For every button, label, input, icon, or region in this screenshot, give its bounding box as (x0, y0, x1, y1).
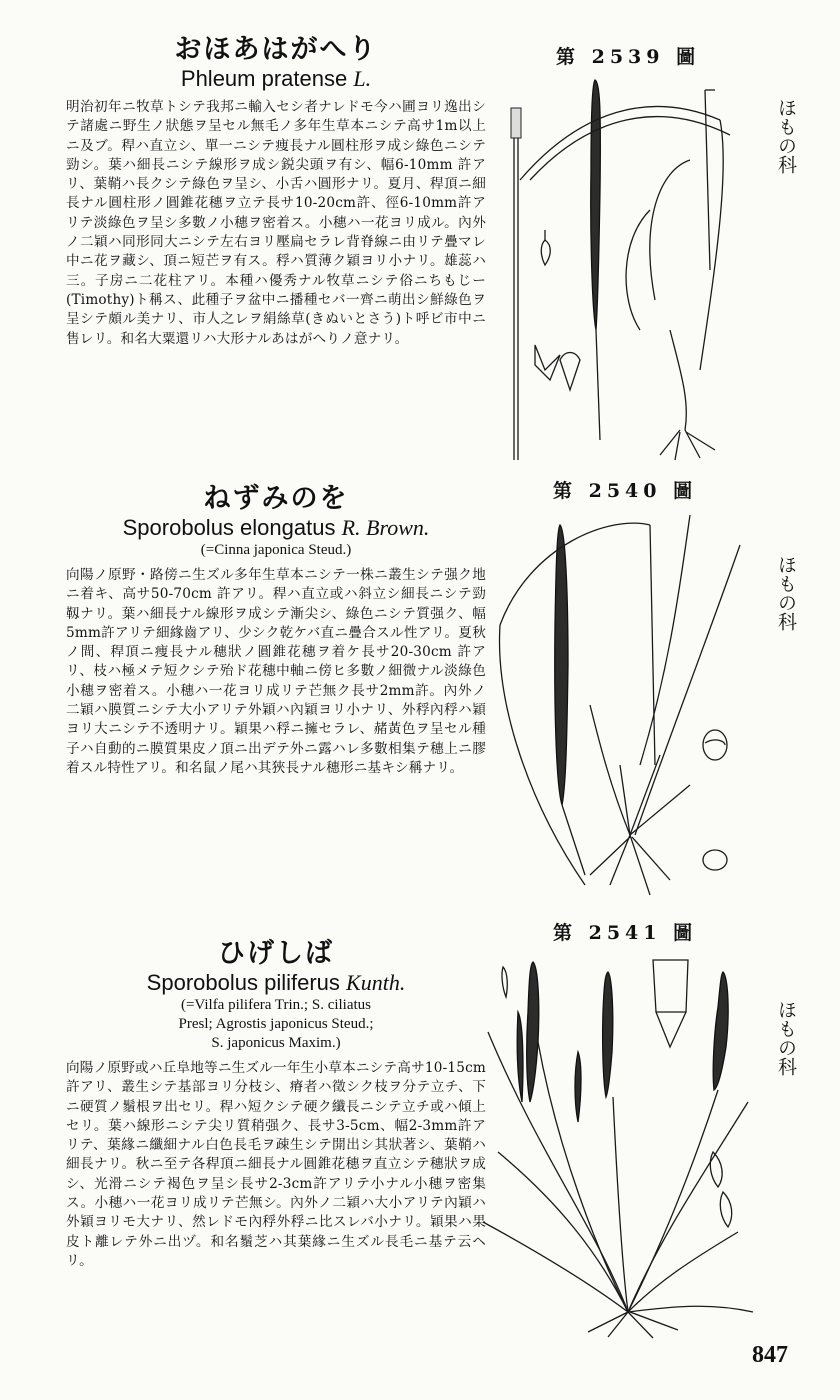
entry-phleum-pratense (66, 34, 486, 349)
synonym-line: Presl; Agrostis japonicus Steud.; (178, 1016, 374, 1032)
figure-number: 第 2540 圖 (553, 480, 698, 502)
family-label-text: ほもの科 (775, 98, 797, 174)
synonym-line: (=Cinna japonica Steud.) (200, 542, 352, 558)
entry-description: 向陽ノ原野・路傍ニ生ズル多年生草本ニシテ一株ニ叢生シテ强ク地ニ着キ、高サ50-70cm 許アリ。稈ハ直立或ハ斜立シ細長ニシテ勁靱ナリ。葉ハ細長ナル線形ヲ成シテ漸尖シ、綠色ニシテ質强ク、幅5mm許アリテ細緣齒アリ、少シク乾ケバ直ニ疊合スル性アリ。夏秋ノ間、稈頂ニ痩長ナル穗狀ノ圓錐花穗ヲ着ケ長サ20-30cm 許アリ、枝ハ極メテ短クシテ殆ド花穗中軸ニ傍ヒ多數ノ細微ナル淡綠色小穗ヲ密着ス。小穗ハ一花ヨリ成リテ芒無ク長サ2mm許。內外ノ二穎ハ膜質ニシテ大小アリテ外穎ハ內穎ヨリ小ナリ、外稃內稃ハ穎ヨリ大ニシテ不透明ナリ。穎果ハ稃ニ擁セラレ、赭黃色ヲ呈セル種子ハ自動的ニ膜質果皮ノ頂ニ出デテ外ニ露ハレ多數相集テ穗上ニ膠着スル特性アリ。和名鼠ノ尾ハ其狹長ナル穗形ニ基キシ稱ナリ。 (66, 567, 486, 776)
family-label-text: ほもの科 (775, 1000, 797, 1076)
scientific-name-author: L. (353, 66, 372, 91)
entry-description: 明治初年ニ牧草トシテ我邦ニ輸入セシ者ナレドモ今ハ圃ヨリ逸出シテ諸處ニ野生ノ狀態ヲ呈セル無毛ノ多年生草本ニシテ高サ1m以上ニ及ブ。稈ハ直立シ、單一ニシテ痩長ナル圓柱形ヲ成シ綠色ニシテ勁シ。葉ハ細長ニシテ線形ヲ成シ鋭尖頭ヲ有シ、幅6-10mm 許アリ、葉鞘ハ長クシテ綠色ヲ呈シ、小舌ハ圓形ナリ。夏月、稈頂ニ細長ナル圓柱形ノ圓錐花穗ヲ立テ長サ10-20cm許、徑6-10mm許アリテ淡綠色ヲ呈シ多數ノ小穗ヲ密着ス。小穗ハ一花ヨリ成ル。內外ノ二穎ハ同形同大ニシテ左右ヨリ壓扁セラレ背脊線ニ由リテ疊マレ中ニ花ヲ藏シ、頂ニ短芒ヲ有ス。稃ハ質薄ク穎ヨリ小ナリ。雄蕊ハ三。子房ニ二花柱アリ。本種ハ優秀ナル牧草ニシテ俗ニちもじー(Timothy)ト稱ス、此種子ヲ盆中ニ播種セバ一齊ニ萌出シ鮮綠色ヲ呈シテ頗ル美ナリ、市人之レヲ絹絲草(きぬいとさう)ト呼ビ市中ニ售レリ。和名大粟還リハ大形ナルあはがへりノ意ナリ。 (66, 99, 486, 347)
family-label-text: ほもの科 (775, 555, 797, 631)
family-label (768, 1000, 798, 1088)
plant-illustration-phleum (500, 70, 750, 465)
synonym-line: (=Vilfa pilifera Trin.; S. ciliatus (180, 997, 372, 1013)
figure-number: 第 2541 圖 (553, 922, 698, 944)
entry-description: 向陽ノ原野或ハ丘阜地等ニ生ズル一年生小草本ニシテ高サ10-15cm許アリ、叢生シテ基部ヨリ分枝シ、瘠者ハ徵シク枝ヲ分テ立チ、下ニ硬質ノ鬚根ヲ出セリ。稈ハ短クシテ硬ク纖長ニシテ立チ或ハ傾上セリ。葉ハ線形ニシテ尖リ質稍强ク、長サ3-5cm、幅2-3mm許アリテ、葉緣ニ纖細ナル白色長毛ヲ疎生シテ開出シ其狀著シ、葉鞘ハ細長ナリ。秋ニ至テ各稈頂ニ細長ナル圓錐花穗ヲ直立シテ穗狀ヲ成シ、光滑ニシテ褐色ヲ呈シ長サ2-3cm許アリテ小ナル小穗ヲ密集ス。小穗ハ一花ヨリ成リテ芒無シ。內外ノ二穎ハ大小アリテ內穎ハ外穎ヨリモ大ナリ、然レドモ內稃外稃ニ比スレバ小ナリ。穎果ハ果皮ト離レテ外ニ出ヅ。和名鬚芝ハ其葉緣ニ生ズル長毛ニ基テ云ヘリ。 (66, 1060, 486, 1269)
scientific-name (66, 515, 486, 541)
figure-number: 第 2539 圖 (556, 46, 701, 68)
scientific-name-author: Kunth. (346, 970, 406, 995)
family-label (768, 555, 798, 643)
scientific-name (66, 66, 486, 92)
scientific-name-author: R. Brown. (341, 515, 430, 540)
synonym-line: S. japonicus Maxim.) (211, 1035, 341, 1051)
scientific-name-genus-species: Phleum pratense (180, 66, 348, 91)
entry-title-jp: おほあはがへり (174, 34, 378, 65)
family-label (768, 98, 798, 186)
plant-illustration-sporobolus-piliferus (478, 952, 758, 1340)
plant-illustration-sporobolus-elongatus (490, 505, 750, 900)
entry-sporobolus-elongatus (66, 483, 486, 778)
scientific-name-genus-species: Sporobolus elongatus (122, 515, 336, 540)
page-number: 847 (752, 1342, 788, 1368)
entry-title-jp: ひげしば (218, 938, 334, 969)
entry-sporobolus-piliferus (66, 938, 486, 1271)
entry-title-jp: ねずみのを (203, 483, 349, 514)
scientific-name (66, 970, 486, 996)
scientific-name-genus-species: Sporobolus piliferus (146, 970, 340, 995)
